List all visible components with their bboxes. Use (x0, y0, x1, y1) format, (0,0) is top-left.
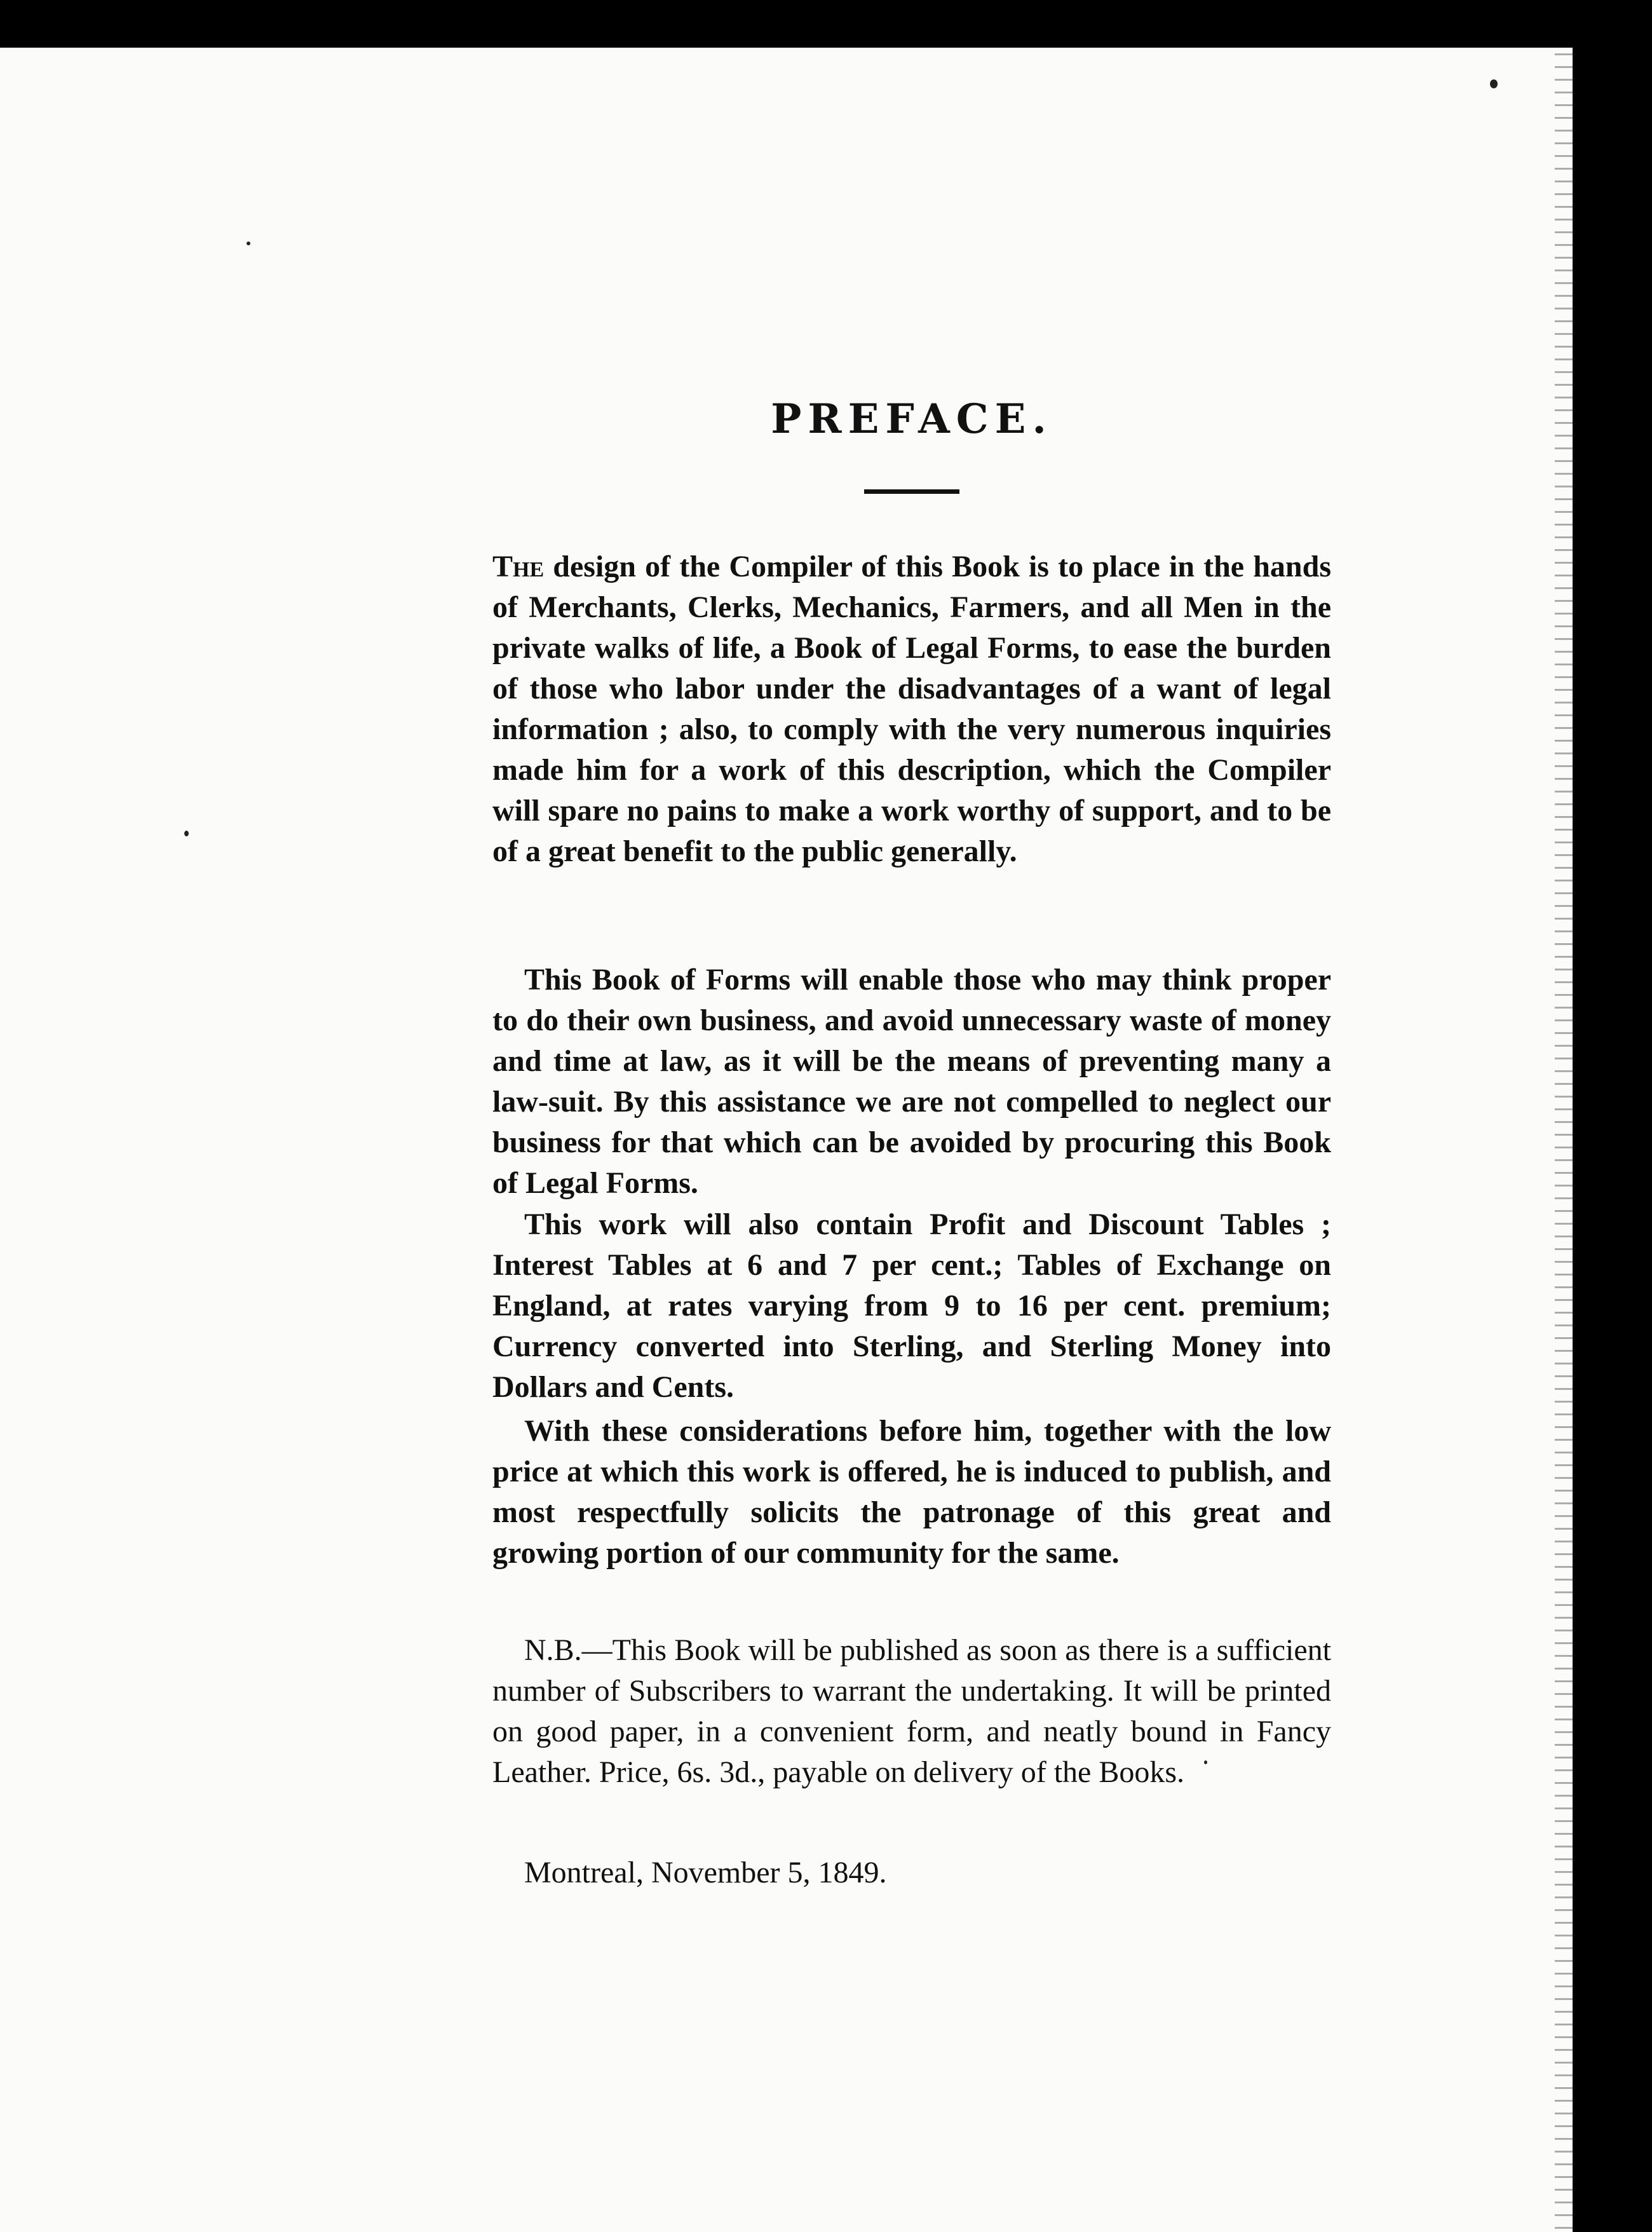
page-edge (1555, 48, 1573, 2232)
paragraph-book-of-forms: This Book of Forms will enable those who may think proper to do their own business, and avoid unnecessary waste of money and time at law, as it will be the means of preventing many a law-suit. By this assistance we are not compelled to neglect our business for that which can be avoided by procuring this Book of Legal Forms. (492, 963, 1331, 1200)
paragraph-considerations: With these considerations before him, together with the low price at which this work is offered, he is induced to publish, and most respectfully solicits the patronage of this great and growing portion of our community for the same. (492, 1414, 1331, 1570)
ink-speck (1490, 79, 1498, 88)
document-page (0, 48, 1573, 2232)
paragraph-nota-bene: N.B.—This Book will be published as soon as there is a sufficient number of Subscribers to warrant the undertaking. It will be printed on good paper, in a convenient form, and neatly bound in Fancy Leather. Price, 6s. 3d., payable on delivery of the Books. (492, 1633, 1331, 1789)
paragraph-design (492, 547, 1331, 872)
dateline: Montreal, November 5, 1849. (524, 1856, 887, 1889)
lead-word: The (492, 550, 545, 583)
ink-speck (184, 831, 189, 836)
paragraph-tables: This work will also contain Profit and Discount Tables ; Interest Tables at 6 and 7 per cent.; Tables of Exchange on England, at rates varying from 9 to 16 per cent. premium; Currency converted into Sterling, and Sterling Money into Dollars and Cents. (492, 1208, 1331, 1404)
title-rule (864, 489, 959, 494)
page-title: PREFACE. (771, 395, 1053, 443)
paragraph-design-text: design of the Compiler of this Book is to place in the hands of Merchants, Clerks, Mechanics, Farmers, and all Men in the private walks of life, a Book of Legal Forms, to ease the burden of those who labor under the disadvantages of a want of legal information ; also, to comply with the very numerous inquiries made him for a work of this description, which the Compiler will spare no pains to make a work worthy of support, and to be of a great benefit to the public generally. (492, 550, 1332, 868)
ink-speck (247, 242, 250, 245)
